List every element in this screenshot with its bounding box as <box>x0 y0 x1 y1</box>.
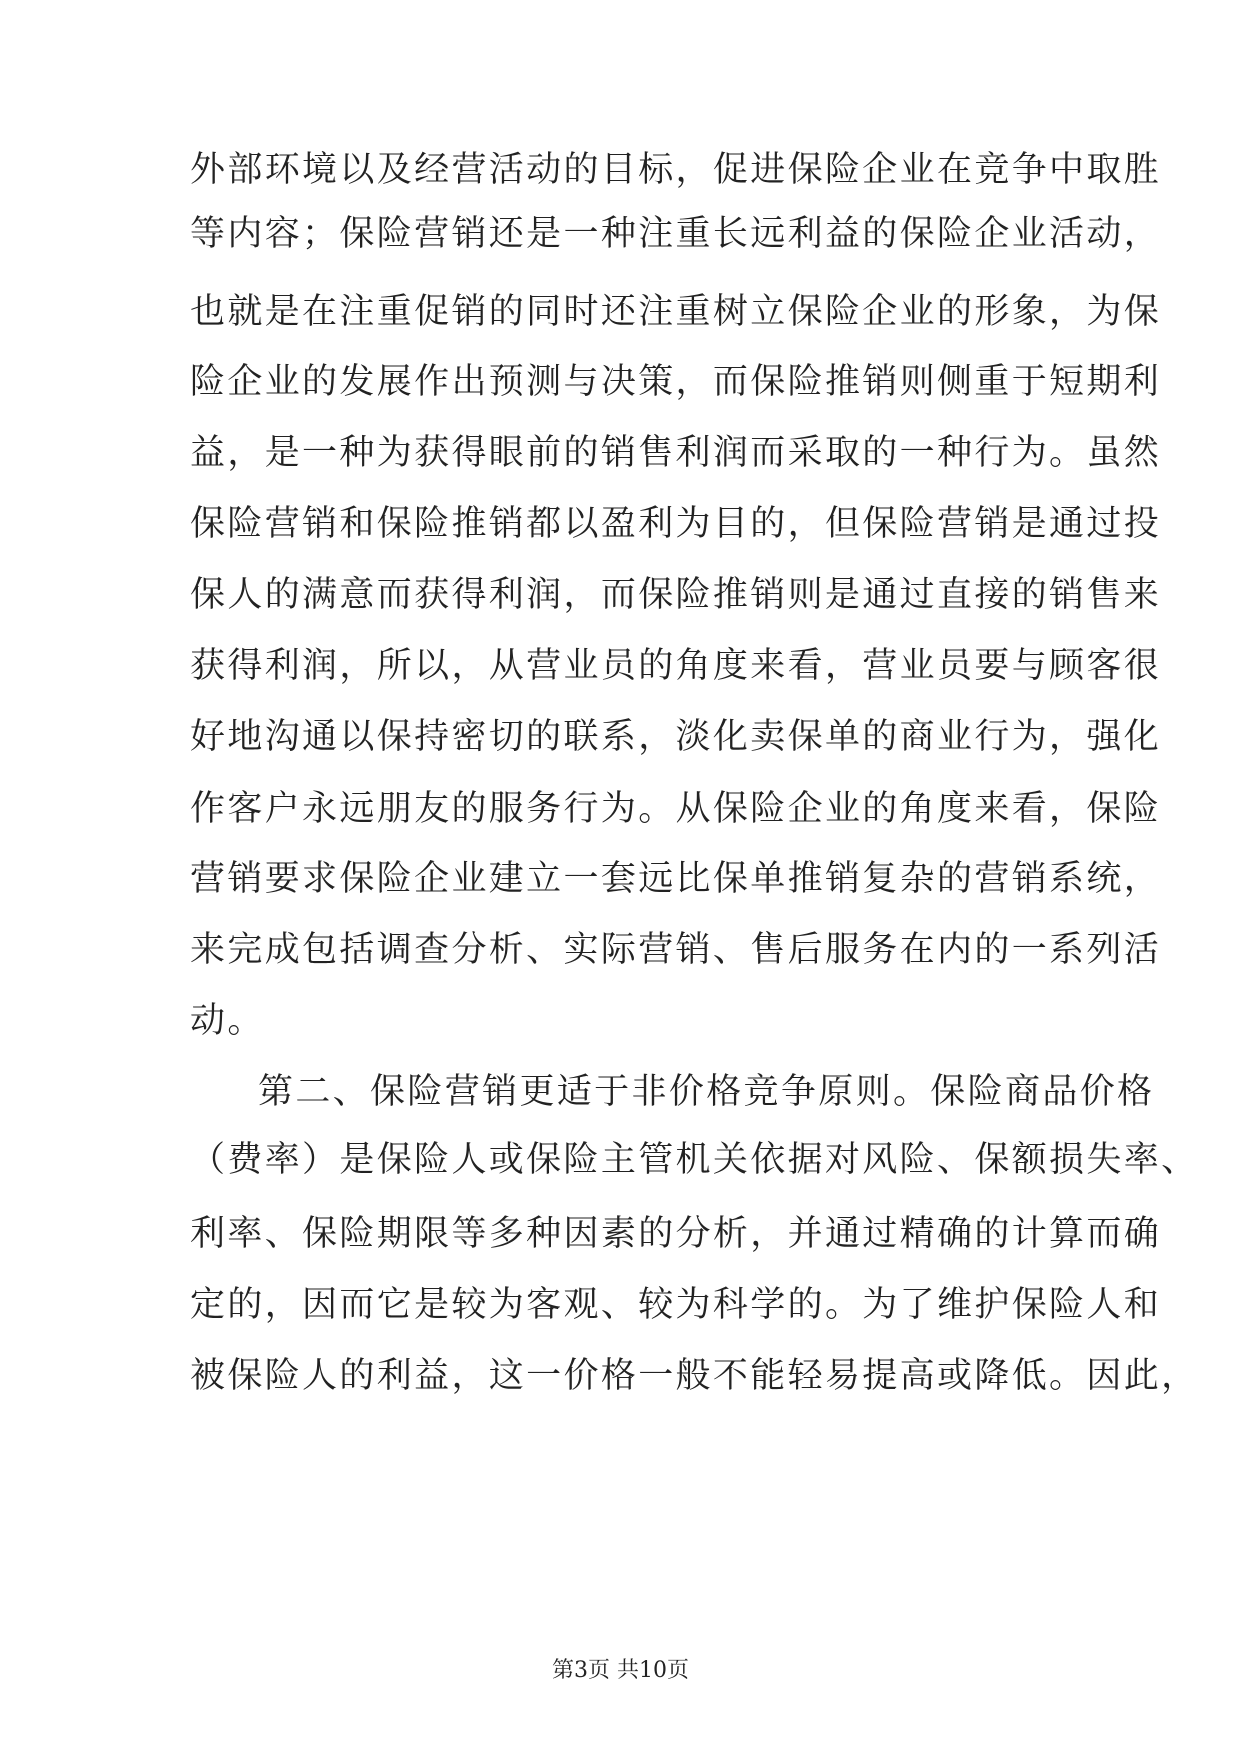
page-number-footer: 第3页 共10页 <box>552 1658 689 1683</box>
body-text-line: （费率）是保险人或保险主管机关依据对风险、保额损失率、 <box>190 1140 1199 1180</box>
body-text-line: 保人的满意而获得利润，而保险推销则是通过直接的销售来 <box>190 575 1162 615</box>
body-text-line: 定的，因而它是较为客观、较为科学的。为了维护保险人和 <box>190 1285 1162 1325</box>
body-text-line: 好地沟通以保持密切的联系，淡化卖保单的商业行为，强化 <box>190 717 1162 757</box>
body-text-line: 作客户永远朋友的服务行为。从保险企业的角度来看，保险 <box>190 789 1162 829</box>
body-text-line: 险企业的发展作出预测与决策，而保险推销则侧重于短期利 <box>190 362 1162 402</box>
paragraph-first-line: 第二、保险营销更适于非价格竞争原则。保险商品价格 <box>258 1072 1155 1112</box>
body-text-line: 保险营销和保险推销都以盈利为目的，但保险营销是通过投 <box>190 504 1162 544</box>
body-text-line: 动。 <box>190 1001 265 1041</box>
body-text-line: 来完成包括调查分析、实际营销、售后服务在内的一系列活 <box>190 930 1162 970</box>
body-text-line: 获得利润，所以，从营业员的角度来看，营业员要与顾客很 <box>190 646 1162 686</box>
body-text-line: 被保险人的利益，这一价格一般不能轻易提高或降低。因此， <box>190 1356 1199 1396</box>
body-text-line: 益，是一种为获得眼前的销售利润而采取的一种行为。虽然 <box>190 433 1162 473</box>
body-text-line: 外部环境以及经营活动的目标，促进保险企业在竞争中取胜 <box>190 150 1162 190</box>
body-text-line: 等内容；保险营销还是一种注重长远利益的保险企业活动， <box>190 214 1162 254</box>
body-text-line: 利率、保险期限等多种因素的分析，并通过精确的计算而确 <box>190 1214 1162 1254</box>
body-text-line: 也就是在注重促销的同时还注重树立保险企业的形象，为保 <box>190 292 1162 332</box>
body-text-line: 营销要求保险企业建立一套远比保单推销复杂的营销系统， <box>190 859 1162 899</box>
